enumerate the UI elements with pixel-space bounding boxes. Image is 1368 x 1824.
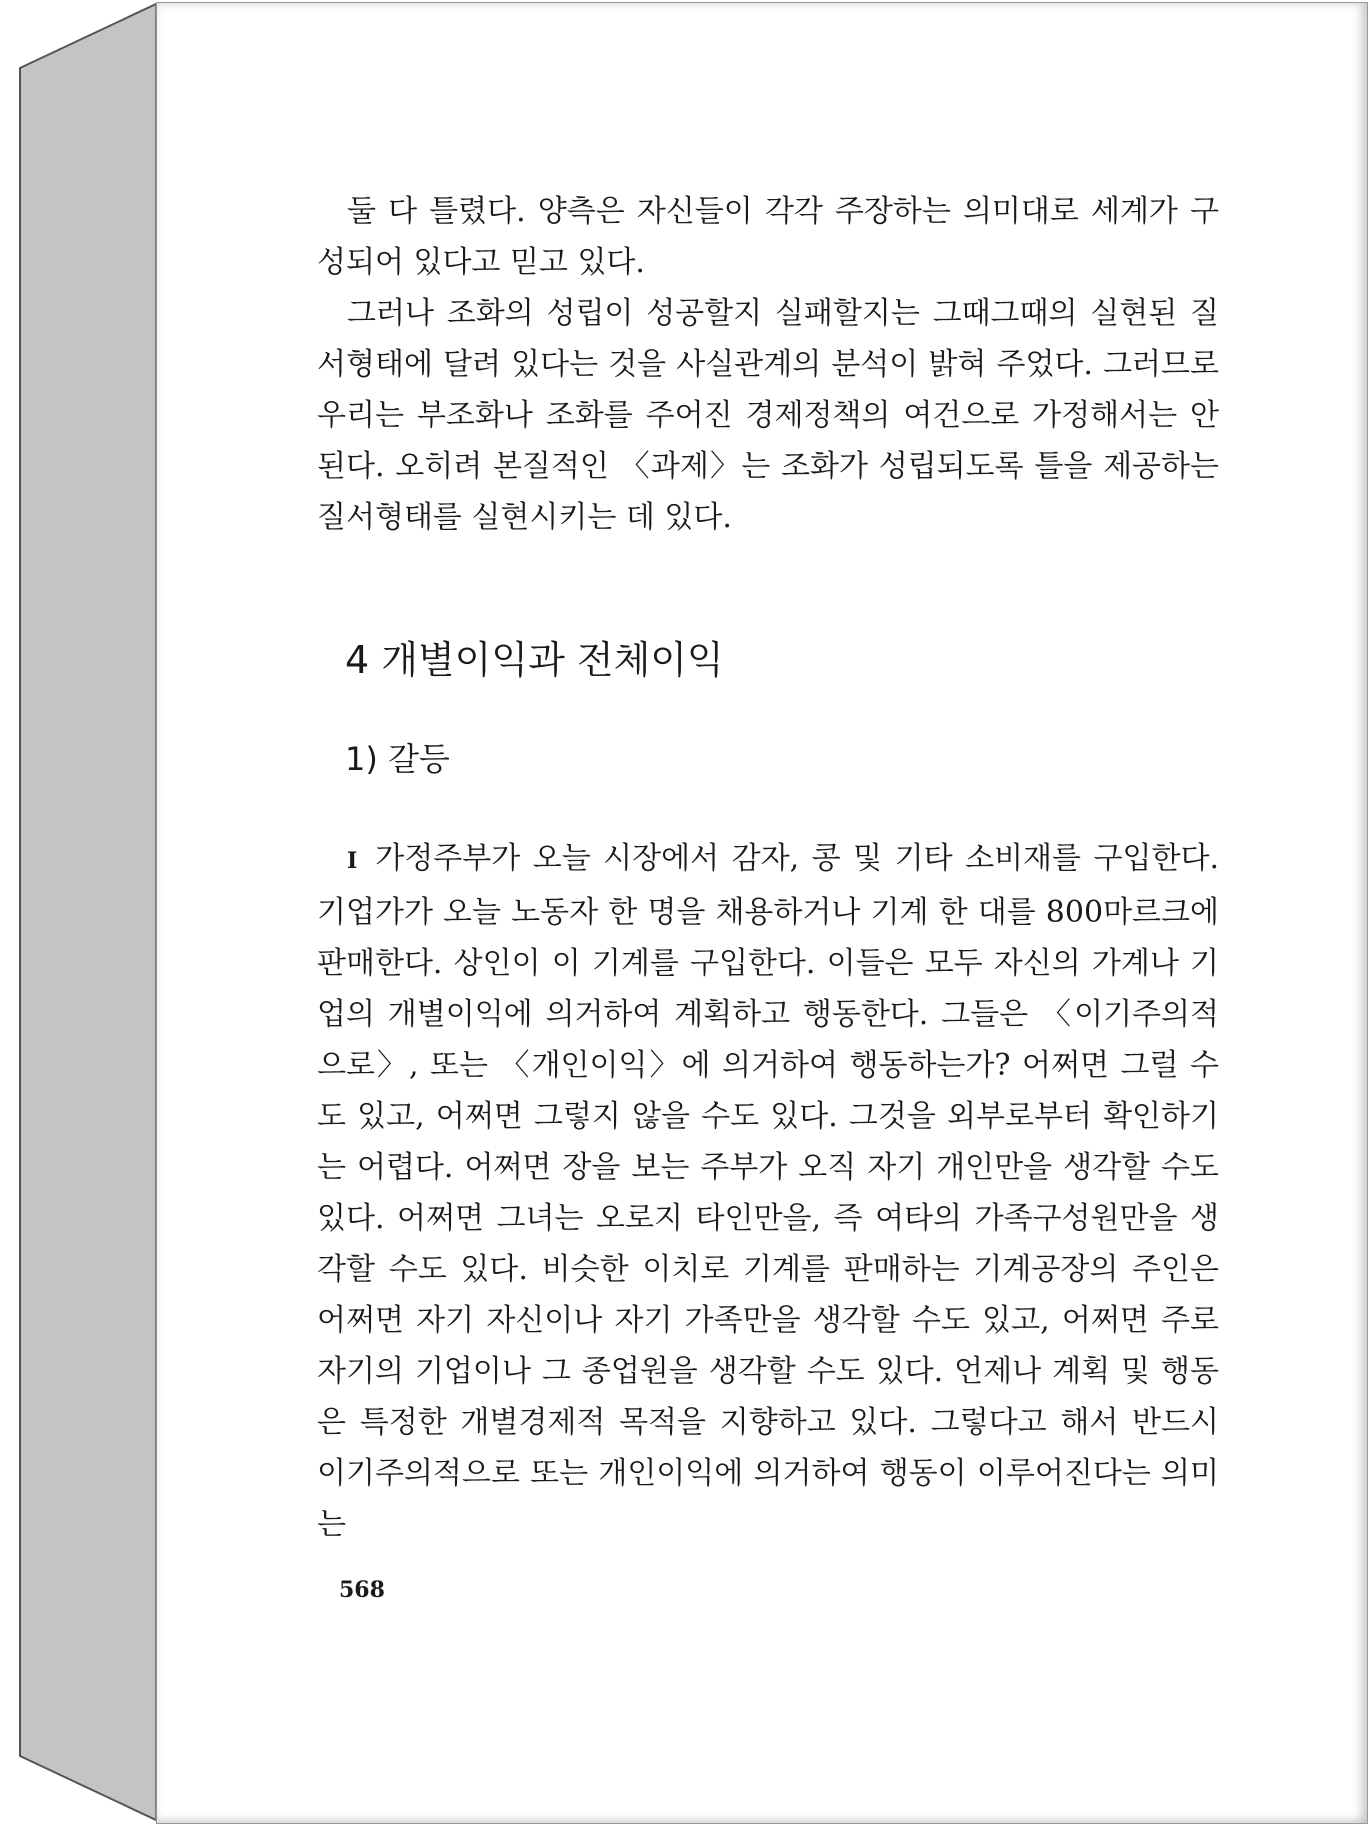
book-spine: [0, 0, 160, 1824]
paragraph-2: 그러나 조화의 성립이 성공할지 실패할지는 그때그때의 실현된 질서형태에 달려 있다는 것을 사실관계의 분석이 밝혀 주었다. 그러므로 우리는 부조화나 조화를 주어진 경제정책의 여건으로 가정해서는 안 된다. 오히려 본질적인 〈과제〉는 조화가 성립되도록 틀을 제공하는 질서형태를 실현시키는 데 있다.: [317, 296, 1219, 535]
page-number: 568: [339, 1577, 385, 1603]
text-block-bottom: [317, 833, 1219, 1550]
section-marker: I: [347, 848, 358, 874]
book-page: [156, 2, 1368, 1824]
paragraph-3-text: 가정주부가 오늘 시장에서 감자, 콩 및 기타 소비재를 구입한다. 기업가가 오늘 노동자 한 명을 채용하거나 기계 한 대를 800마르크에 판매한다. 상인이 이 기계를 구입한다. 이들은 모두 자신의 가계나 기업의 개별이익에 의거하여 계획하고 행동한다. 그들은 〈이기주의적으로〉, 또는 〈개인이익〉에 의거하여 행동하는가? 어쩌면 그럴 수도 있고, 어쩌면 그렇지 않을 수도 있다. 그것을 외부로부터 확인하기는 어렵다. 어쩌면 장을 보는 주부가 오직 자기 개인만을 생각할 수도 있다. 어쩌면 그녀는 오로지 타인만을, 즉 여타의 가족구성원만을 생각할 수도 있다. 비슷한 이치로 기계를 판매하는 기계공장의 주인은 어쩌면 자기 자신이나 자기 가족만을 생각할 수도 있고, 어쩌면 주로 자기의 기업이나 그 종업원을 생각할 수도 있다. 언제나 계획 및 행동은 특정한 개별경제적 목적을 지향하고 있다. 그렇다고 해서 반드시 이기주의적으로 또는 개인이익에 의거하여 행동이 이루어진다는 의미는: [317, 841, 1219, 1542]
text-block-top: [317, 186, 1219, 543]
paragraph-1: 둘 다 틀렸다. 양측은 자신들이 각각 주장하는 의미대로 세계가 구성되어 있다고 믿고 있다.: [317, 194, 1219, 280]
section-heading: 4 개별이익과 전체이익: [345, 638, 724, 682]
paragraph-3: [317, 833, 1219, 1550]
sub-heading: 1) 갈등: [345, 740, 450, 778]
